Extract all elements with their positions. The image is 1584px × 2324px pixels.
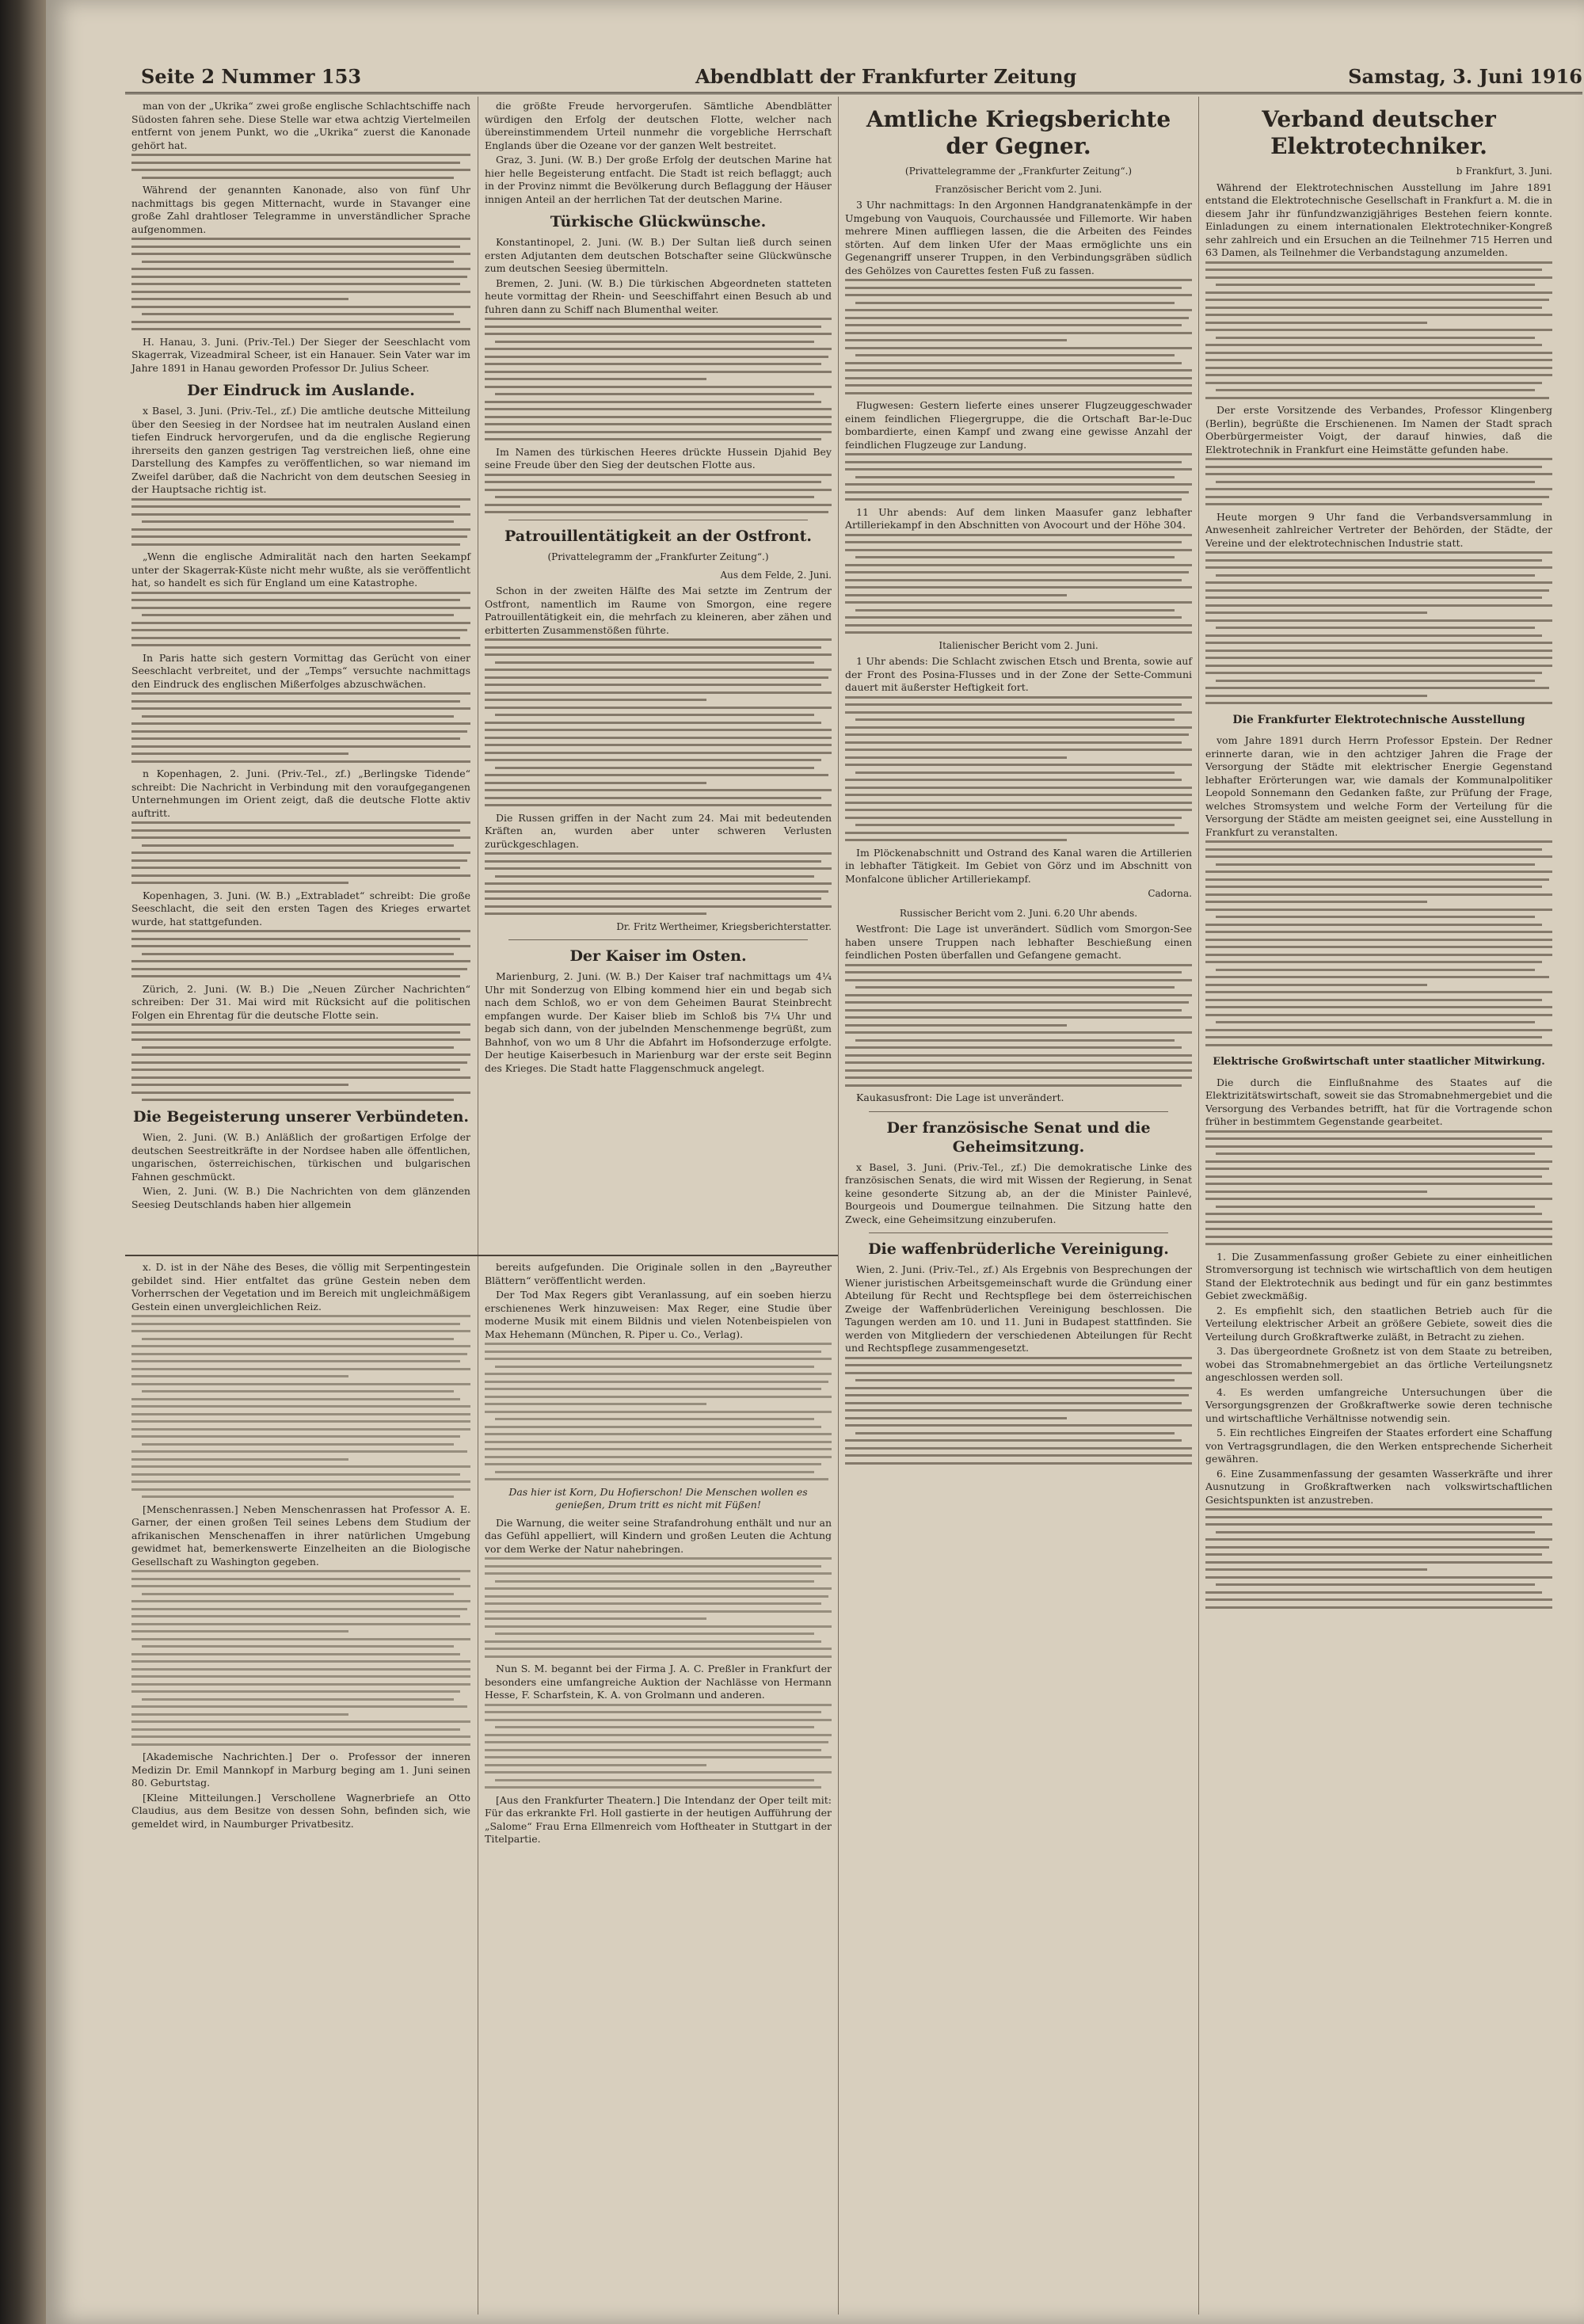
masthead <box>125 65 1582 94</box>
divider <box>508 939 808 940</box>
text-block <box>1205 1508 1552 1609</box>
text-block <box>131 1315 470 1498</box>
newspaper-title: Abendblatt der Frankfurter Zeitung <box>695 65 1077 88</box>
article-paragraph: 5. Ein rechtliches Eingreifen der Staates erfordert eine Schaffung von Vertragsgrundlagen, die den Werken entsprechende Sicherheit gewähren. <box>1205 1427 1552 1465</box>
text-block <box>845 279 1192 394</box>
section-heading: Patrouillentätigkeit an der Ostfront. <box>505 528 812 545</box>
article-paragraph: Nun S. M. begannt bei der Firma J. A. C. Preßler in Frankfurt der besonders eine umfangreiche Auktion der Nachlässe von Hermann Hesse, F. Scharfstein, K. A. von Grolmann und anderen. <box>485 1663 832 1701</box>
dateline: b Frankfurt, 3. Juni. <box>1456 166 1552 177</box>
text-block <box>1205 1130 1552 1246</box>
article-paragraph: Westfront: Die Lage ist unverändert. Südlich vom Smorgon-See haben unsere Truppen nach lebhafter Beschießung einen feindlichen Posten überfallen und Gefangene gemacht. <box>845 923 1192 961</box>
article-paragraph: Zürich, 2. Juni. (W. B.) Die „Neuen Zürcher Nachrichten“ schreiben: Der 31. Mai wird mit Rücksicht auf die politischen Folgen ein Ehrentag für die deutsche Flotte sein. <box>131 982 470 1021</box>
article-paragraph: vom Jahre 1891 durch Herrn Professor Epstein. Der Redner erinnerte daran, wie in den achtziger Jahren die Frage der Versorgung der Städte mit elektrischer Energie Gegenstand lebhafter Erörterungen war, wie damals der Kommunalpolitiker Leopold Sonnemann den Gedanken faßte, zur Prüfung der Frage, welches Stromsystem und welche Form der Verteilung für die Versorgung der Städte am meisten geeignet sei, eine Ausstellung in Frankfurt zu veranstalten. <box>1205 734 1552 838</box>
article-paragraph: Bremen, 2. Juni. (W. B.) Die türkischen Abgeordneten statteten heute vormittag der Rhein- und Seeschiffahrt einen Besuch ab und fuhren dann zu Schiff nach Blumenthal weiter. <box>485 276 832 315</box>
column-2 <box>485 100 832 1076</box>
text-block <box>485 1704 832 1789</box>
article-paragraph: Konstantinopel, 2. Juni. (W. B.) Der Sultan ließ durch seinen ersten Adjutanten dem deutschen Botschafter seine Glückwünsche zum deutschen Seesieg übermitteln. <box>485 236 832 274</box>
text-block <box>485 852 832 915</box>
author-signature: Cadorna. <box>1148 888 1192 899</box>
article-paragraph: Im Plöckenabschnitt und Ostrand des Kanal waren die Artillerien in lebhafter Tätigkeit. Im Gebiet von Görz und im Abschnitt von Monfalcone üblicher Artilleriekampf. <box>845 846 1192 885</box>
author-signature: Dr. Fritz Wertheimer, Kriegsberichterstatter. <box>616 920 832 932</box>
article-paragraph: x Basel, 3. Juni. (Priv.-Tel., zf.) Die demokratische Linke des französischen Senats, die wird mit Wissen der Regierung, in Senat keine gesonderte Sitzung ab, an der die Minister Painlevé, Bourgeois und Doumergue teilnahmen. Die Sitzung hatte den Zweck, eine Geheimsitzung einzuberufen. <box>845 1160 1192 1225</box>
text-block <box>1205 261 1552 399</box>
text-block <box>845 696 1192 842</box>
book-spine <box>0 0 46 2324</box>
article-paragraph: Die durch die Einflußnahme des Staates auf die Elektrizitätswirtschaft, soweit sie das Stromabnehmergebiet und die Versorgung des Verbandes betrifft, hat für die Vortragende schon früher in bestimmtem Gegenstande gearbeitet. <box>1205 1076 1552 1127</box>
article-paragraph: 3. Das übergeordnete Großnetz ist von dem Staate zu betreiben, wobei das Stromabnehmergebiet an das örtliche Verteilungsnetz angeschlossen werden soll. <box>1205 1345 1552 1383</box>
article-paragraph: H. Hanau, 3. Juni. (Priv.-Tel.) Der Sieger der Seeschlacht vom Skagerrak, Vizeadmiral Scheer, ist ein Hanauer. Sein Vater war im Jahre 1891 in Hanau geworden Professor Dr. Julius Scheer. <box>131 335 470 374</box>
article-paragraph: Im Namen des türkischen Heeres drückte Hussein Djahid Bey seine Freude über den Sieg der deutschen Flotte aus. <box>485 445 832 471</box>
article-paragraph: „Wenn die englische Admiralität nach den harten Seekampf unter der Skagerrak-Küste nicht mehr wußte, als sie veröffentlicht hat, so handelt es sich für England um eine Katastrophe. <box>131 551 470 589</box>
feuilleton-column-2 <box>485 1261 832 1848</box>
section-heading: Elektrische Großwirtschaft unter staatlicher Mitwirkung. <box>1213 1055 1545 1068</box>
article-paragraph: Kaukasusfront: Die Lage ist unverändert. <box>856 1092 1064 1103</box>
article-paragraph: Die Warnung, die weiter seine Strafandrohung enthält und nur an das Gefühl appelliert, will Kindern und großen Leuten die Achtung vor dem Werke der Natur nahebringen. <box>485 1516 832 1555</box>
article-paragraph: In Paris hatte sich gestern Vormittag das Gerücht von einer Seeschlacht verbreitet, und der „Temps“ versuchte nachmittags den Eindruck des englischen Mißerfolges abzuschwächen. <box>131 651 470 690</box>
article-paragraph: Graz, 3. Juni. (W. B.) Der große Erfolg der deutschen Marine hat hier helle Begeisterung entfacht. Die Stadt ist reich beflaggt; auch in der Provinz nimmt die Bevölkerung durch Beflaggung der Häuser innigen Anteil an der herrlichen Tat der deutschen Marine. <box>485 154 832 205</box>
text-block <box>485 474 832 514</box>
article-paragraph: 11 Uhr abends: Auf dem linken Maasufer ganz lebhafter Artilleriekampf in den Abschnitten von Avocourt und der Höhe 304. <box>845 505 1192 531</box>
article-paragraph: man von der „Ukrika“ zwei große englische Schlachtschiffe nach Südosten fahren sehe. Diese Stelle war etwa achtzig Viertelmeilen entfernt von jenem Punkt, wo die „Ukrika“ zuerst die Kanonade gehört hat. <box>131 100 470 151</box>
text-block <box>1205 458 1552 505</box>
article-paragraph: Während der genannten Kanonade, also von fünf Uhr nachmittags bis gegen Mitternacht, wurde in Stavanger eine große Zahl drahtloser Telegramme in unverständlicher Sprache aufgenommen. <box>131 184 470 235</box>
article-paragraph: Heute morgen 9 Uhr fand die Verbandsversammlung in Anwesenheit zahlreicher Vertreter der Behörden, der Städte, der Vereine und der elektrotechnischen Industrie statt. <box>1205 510 1552 549</box>
divider <box>869 1232 1168 1233</box>
section-heading: Die Frankfurter Elektrotechnische Ausstellung <box>1232 714 1525 726</box>
column-3 <box>845 100 1192 1469</box>
newspaper-page <box>46 0 1584 2324</box>
article-paragraph: die größte Freude hervorgerufen. Sämtliche Abendblätter würdigen den Erfolg der deutschen Flotte, welcher nach übereinstimmendem Urteil nunmehr die vorgebliche Herrschaft Englands über die Ozeane vor der ganzen Welt bestreitet. <box>485 100 832 151</box>
column-rule <box>1198 97 1199 2314</box>
article-paragraph: Flugwesen: Gestern lieferte eines unserer Flugzeuggeschwader einem feindlichen Fliegergruppe, die die Ortschaft Bar-le-Duc bombardierte, einen Kampf und zwang eine gewisse Anzahl der feindlichen Flugzeuge zur Landung. <box>845 399 1192 451</box>
text-block <box>131 821 470 884</box>
text-block <box>131 692 470 763</box>
subheading: (Privattelegramme der „Frankfurter Zeitung“.) <box>904 166 1133 177</box>
article-paragraph: Kopenhagen, 3. Juni. (W. B.) „Extrabladet“ schreibt: Die große Seeschlacht, die seit den ersten Tagen des Krieges erwartet wurde, hat stattgefunden. <box>131 889 470 928</box>
article-paragraph: [Aus den Frankfurter Theatern.] Die Intendanz der Oper teilt mit: Für das erkrankte Frl. Holl gastierte in der heutigen Aufführung der „Salome“ Frau Erna Ellmenreich vom Hoftheater in Stuttgart in der Titelpartie. <box>485 1793 832 1845</box>
article-paragraph: Wien, 2. Juni. (Priv.-Tel., zf.) Als Ergebnis von Besprechungen der Wiener juristischen Arbeitsgemeinschaft wurde die Gründung einer Abteilung für Recht und Rechtspflege bei dem österreichischen Zweige der Waffenbrüderlichen Vereinigung beschlossen. Die Tagungen werden am 10. und 11. Juni in Budapest stattfinden. Sie werden von Mitgliedern der verschiedenen Abteilungen für Recht und Rechtspflege zusammengesetzt. <box>845 1263 1192 1354</box>
column-1 <box>131 100 470 1213</box>
dateline: Russischer Bericht vom 2. Juni. 6.20 Uhr abends. <box>899 907 1138 919</box>
text-block <box>131 1023 470 1101</box>
section-heading: Der Kaiser im Osten. <box>569 947 747 965</box>
section-heading: Die Begeisterung unserer Verbündeten. <box>132 1108 470 1126</box>
article-paragraph: Der Tod Max Regers gibt Veranlassung, auf ein soeben hierzu erschienenes Werk hinzuweisen: Max Reger, eine Studie über moderne Musik mit einem Bildnis und vielen Notenbeispielen von Max Hehemann (München, R. Piper u. Co., Verlag). <box>485 1289 832 1340</box>
poem: Das hier ist Korn, Du Hofierschon! Die Menschen wollen es genießen, Drum tritt es nicht mit Füßen! <box>508 1485 808 1511</box>
text-block <box>845 964 1192 1087</box>
article-paragraph: Wien, 2. Juni. (W. B.) Die Nachrichten von dem glänzenden Seesieg Deutschlands haben hier allgemein <box>131 1185 470 1210</box>
text-block <box>485 1343 832 1480</box>
article-paragraph: 4. Es werden umfangreiche Untersuchungen über die Versorgungsgrenzen der Großkraftwerke sowie deren technische und wirtschaftliche Verhältnisse notwendig sein. <box>1205 1385 1552 1424</box>
text-block <box>131 238 470 330</box>
section-heading: Die waffenbrüderliche Vereinigung. <box>868 1240 1169 1258</box>
section-heading: Der Eindruck im Auslande. <box>187 382 415 399</box>
text-block <box>1205 551 1552 704</box>
divider <box>869 1111 1168 1112</box>
article-paragraph: x. D. ist in der Nähe des Beses, die völlig mit Serpentingestein gebildet sind. Hier entfaltet das grüne Gestein neben dem Vorherrschen der Vegetation und im Bereich mit ungleichmäßigem Gestein einen unvergleichlichen Reiz. <box>131 1261 470 1312</box>
text-block <box>131 930 470 977</box>
article-paragraph: [Menschenrassen.] Neben Menschenrassen hat Professor A. E. Garner, der einen großen Teil seines Lebens dem Studium der afrikanischen Menschenaffen in ihrer natürlichen Umgebung gewidmet hat, bemerkenswerte Einzelheiten an die Biologische Gesellschaft zu Washington gegeben. <box>131 1503 470 1568</box>
dateline: Aus dem Felde, 2. Juni. <box>720 569 832 581</box>
article-paragraph: Der erste Vorsitzende des Verbandes, Professor Klingenberg (Berlin), begrüßte die Erschienenen. Im Namen der Stadt sprach Oberbürgermeister Voigt, der darauf hinwies, daß die Elektrotechnik in Frankfurt eine Heimstätte gefunden habe. <box>1205 404 1552 455</box>
feuilleton-rule <box>125 1255 838 1256</box>
page-number: Seite 2 Nummer 153 <box>141 65 362 88</box>
article-paragraph: Während der Elektrotechnischen Ausstellung im Jahre 1891 entstand die Elektrotechnische Gesellschaft in Frankfurt a. M. die in diesem Jahr ihr fünfundzwanzigjähriges Bestehen feiern konnte. Einladungen zu einem internationalen Elektrotechniker-Kongreß sehr zahlreich und ein Ersuchen an die Teilnehmer 715 Herren und 63 Damen, als Teilnehmer die Verbandstagung anzumelden. <box>1205 181 1552 258</box>
article-paragraph: 3 Uhr nachmittags: In den Argonnen Handgranatenkämpfe in der Umgebung von Vauquois, Courchaussée und Fillemorte. Wir haben mehrere Minen auffliegen lassen, die die Arbeiten des Feindes störten. Auf dem linken Ufer der Maas ermöglichte uns ein Gegenangriff unserer Truppen, in den Verbindungsgräben südlich des Gehölzes von Caurettes festen Fuß zu fassen. <box>845 199 1192 276</box>
article-paragraph: [Kleine Mitteilungen.] Verschollene Wagnerbriefe an Otto Claudius, aus dem Besitze von dessen Sohn, befinden sich, wie gemeldet wird, in Naumburger Privatbesitz. <box>131 1791 470 1830</box>
article-paragraph: bereits aufgefunden. Die Originale sollen in den „Bayreuther Blättern“ veröffentlicht werden. <box>485 1261 832 1286</box>
section-heading: Amtliche Kriegsberichte der Gegner. <box>866 106 1171 159</box>
article-paragraph: [Akademische Nachrichten.] Der o. Professor der inneren Medizin Dr. Emil Mannkopf in Marburg beging am 1. Juni seinen 80. Geburtstag. <box>131 1751 470 1789</box>
text-block <box>485 1557 832 1658</box>
dateline: Italienischer Bericht vom 2. Juni. <box>939 639 1099 651</box>
text-block <box>845 534 1192 634</box>
article-paragraph: 1 Uhr abends: Die Schlacht zwischen Etsch und Brenta, sowie auf der Front des Posina-Flusses und in der Zone der Sette-Communi dauert mit äußerster Heftigkeit fort. <box>845 655 1192 693</box>
article-paragraph: Die Russen griffen in der Nacht zum 24. Mai mit bedeutenden Kräften an, wurden aber unter schweren Verlusten zurückgeschlagen. <box>485 811 832 850</box>
article-paragraph: Wien, 2. Juni. (W. B.) Anläßlich der großartigen Erfolge der deutschen Seestreitkräfte in der Nordsee haben alle öffentlichen, ungarischen, österreichischen, türkischen und bulgarischen Fahnen geschmückt. <box>131 1131 470 1183</box>
column-4 <box>1205 100 1552 1613</box>
article-paragraph: Marienburg, 2. Juni. (W. B.) Der Kaiser traf nachmittags um 4¼ Uhr mit Sonderzug von Elbing kommend hier ein und begab sich nach dem Schloß, wo er von dem Geheimen Baurat Steinbrecht empfangen wurde. Der Kaiser blieb im Schloß bis 7¼ Uhr und begab sich dann, von der jubelnden Menschenmenge begrüßt, zum Bahnhof, von wo um 8 Uhr die Abfahrt im Hofsonderzuge erfolgte. Der heutige Kaiserbesuch in Marienburg war der erste seit Beginn des Krieges. Die Stadt hatte Flaggenschmuck angelegt. <box>485 970 832 1074</box>
text-block <box>845 1357 1192 1465</box>
text-block <box>131 154 470 179</box>
text-block <box>131 592 470 647</box>
text-block <box>1205 840 1552 1046</box>
subheading: (Privattelegramm der „Frankfurter Zeitung“.) <box>547 551 769 562</box>
section-heading: Der französische Senat und die Geheimsitzung. <box>886 1118 1151 1156</box>
text-block <box>131 498 470 546</box>
article-paragraph: 2. Es empfiehlt sich, den staatlichen Betrieb auch für die Verteilung elektrischer Arbeit an größere Gebiete, soweit dies die Verteilung durch Großkraftwerke zuläßt, in Betracht zu ziehen. <box>1205 1304 1552 1343</box>
section-heading: Verband deutscher Elektrotechniker. <box>1262 106 1496 159</box>
text-block <box>131 1570 470 1746</box>
text-block <box>485 638 832 806</box>
article-paragraph: Schon in der zweiten Hälfte des Mai setzte im Zentrum der Ostfront, namentlich im Raume von Smorgon, eine regere Patrouillentätigkeit ein, die mehrfach zu kleineren, aber zähen und erbitterten Zusammenstößen führte. <box>485 585 832 636</box>
article-paragraph: 6. Eine Zusammenfassung der gesamten Wasserkräfte und ihrer Ausnutzung in Großkraftwerken nach volkswirtschaftlichen Gesichtspunkten ist anzustreben. <box>1205 1467 1552 1506</box>
issue-date: Samstag, 3. Juni 1916 <box>1348 65 1582 88</box>
section-heading: Türkische Glückwünsche. <box>550 213 767 230</box>
dateline: Französischer Bericht vom 2. Juni. <box>935 183 1102 195</box>
article-paragraph: 1. Die Zusammenfassung großer Gebiete zu einer einheitlichen Stromversorgung ist technisch wie wirtschaftlich von dem heutigen Stand der Elektrotechnik aus bedingt und für ein ganz bestimmtes Gebiet zweckmäßig. <box>1205 1250 1552 1301</box>
text-block <box>485 318 832 440</box>
text-block <box>845 453 1192 501</box>
article-paragraph: x Basel, 3. Juni. (Priv.-Tel., zf.) Die amtliche deutsche Mitteilung über den Seesieg in der Nordsee hat im neutralen Ausland einen tiefen Eindruck hervorgerufen, und da die englische Regierung ihrerseits den ganzen gestrigen Tag verstreichen ließ, ohne eine Darstellung des Kampfes zu veröffentlichen, so war niemand im Zweifel darüber, daß die Nachricht von dem deutschen Seesieg in der Hauptsache richtig ist. <box>131 405 470 495</box>
article-paragraph: n Kopenhagen, 2. Juni. (Priv.-Tel., zf.) „Berlingske Tidende“ schreibt: Die Nachricht in Verbindung mit den voraufgegangenen Unternehmungen im Orient zeigt, daß die deutsche Flotte aktiv auftritt. <box>131 768 470 819</box>
feuilleton-column-1 <box>131 1261 470 1832</box>
column-rule <box>838 97 839 2314</box>
